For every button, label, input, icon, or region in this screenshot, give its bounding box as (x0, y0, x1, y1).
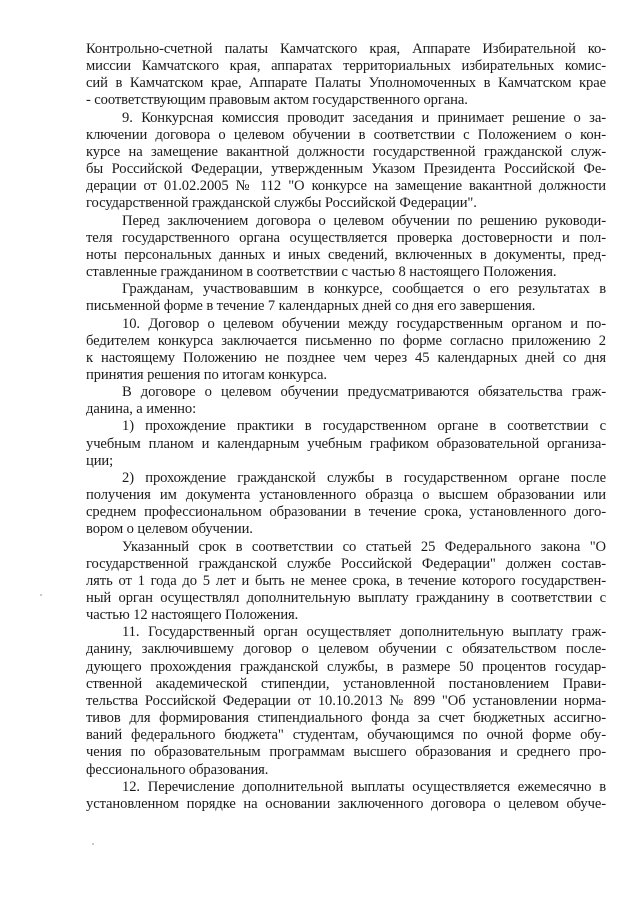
text-line: государственной гражданской службе Российской Федерации" должен состав- (86, 555, 606, 572)
paragraph-term (86, 539, 606, 625)
text-line: 1) прохождение практики в государственном органе в соответствии с (122, 418, 606, 435)
text-line: бы Российской Федерации, утвержденным Указом Президента Российской Фе- (86, 161, 606, 178)
text-line: Контрольно-счетной палаты Камчатского края, Аппарате Избирательной ко- (86, 41, 606, 57)
document-page (86, 41, 606, 813)
text-line: ции; (86, 452, 114, 469)
paragraph-item-11 (86, 624, 606, 778)
text-line: получения им документа установленного образца о высшем образовании или (86, 487, 606, 504)
text-line: В договоре о целевом обучении предусматриваются обязательства граж- (122, 384, 606, 401)
paragraph-item-10 (86, 316, 606, 385)
text-line: вором о целевом обучении. (86, 521, 253, 538)
list-item-2 (86, 470, 606, 539)
text-line: 12. Перечисление дополнительной выплаты осуществляется ежемесячно в (122, 778, 606, 795)
text-line: Перед заключением договора о целевом обучении по решению руководи- (122, 212, 606, 229)
text-line: 9. Конкурсная комиссия проводит заседания и принимает решение о за- (122, 109, 606, 126)
text-line: учебным планом и календарным учебным графиком образовательной организа- (86, 435, 606, 452)
text-line: лять от 1 года до 5 лет и быть не менее срока, в течение которого государствен- (86, 572, 606, 589)
text-line: данину, заключившему договор о целевом обучении с обязательством после- (86, 641, 606, 658)
text-line: тивов для формирования стипендиального фонда за счет бюджетных ассигно- (86, 710, 606, 727)
scan-speck (40, 594, 42, 596)
list-item-1 (86, 418, 606, 469)
paragraph-item-12 (86, 779, 606, 813)
text-line: теля государственного органа осуществляется проверка достоверности и пол- (86, 229, 606, 246)
text-line: государственной гражданской службы Российской Федерации". (86, 195, 477, 212)
text-line: среднем профессиональном образовании в течение срока, установленного дого- (86, 504, 606, 521)
text-line: ственной академической стипендии, установленной постановлением Прави- (86, 675, 606, 692)
text-line: ключении договора о целевом обучении в соответствии с Положением о кон- (86, 126, 606, 143)
text-line: фессионального образования. (86, 761, 269, 778)
text-line: дующего прохождения гражданской службы, в размере 50 процентов государ- (86, 658, 606, 675)
paragraph-results-notice (86, 281, 606, 315)
text-line: - соответствующим правовым актом государственного органа. (86, 92, 468, 109)
text-line: ваний федерального бюджета" студентам, обучающимся по очной форме обу- (86, 727, 606, 744)
text-line: тельства Российской Федерации от 10.10.2013 № 899 "Об установлении норма- (86, 692, 606, 709)
text-line: бедителем конкурса заключается письменно по форме согласно приложению 2 (86, 332, 606, 349)
text-line: дерации от 01.02.2005 № 112 "О конкурсе на замещение вакантной должности (86, 178, 606, 195)
text-line: Указанный срок в соответствии со статьей 25 Федерального закона "О (122, 538, 606, 555)
text-line: данина, а именно: (86, 401, 197, 418)
paragraph-verification (86, 213, 606, 282)
text-line: сий в Камчатском крае, Аппарате Палаты Уполномоченных в Камчатском крае (86, 75, 606, 92)
text-line: 11. Государственный орган осуществляет дополнительную выплату граж- (122, 624, 606, 641)
text-line: ставленные гражданином в соответствии с частью 8 настоящего Положения. (86, 264, 557, 281)
text-line: Гражданам, участвовавшим в конкурсе, сообщается о его результатах в (122, 281, 606, 298)
text-line: частью 12 настоящего Положения. (86, 607, 299, 624)
scan-speck (92, 843, 94, 845)
text-line: ноты персональных данных и иных сведений, включенных в документы, пред- (86, 246, 606, 263)
text-line: принятия решения по итогам конкурса. (86, 366, 327, 383)
text-line: 10. Договор о целевом обучении между государственным органом и по- (122, 315, 606, 332)
paragraph-continuation (86, 41, 606, 110)
text-line: 2) прохождение гражданской службы в государственном органе после (122, 469, 606, 486)
text-line: установленном порядке на основании заключенного договора о целевом обуче- (86, 795, 606, 812)
text-line: чения по образовательным программам высшего образования и среднего про- (86, 744, 606, 761)
text-line: к настоящему Положению не позднее чем через 45 календарных дней со дня (86, 349, 606, 366)
paragraph-obligations-intro (86, 384, 606, 418)
text-line: курсе на замещение вакантной должности государственной гражданской служ- (86, 143, 606, 160)
text-line: письменной форме в течение 7 календарных дней со дня его завершения. (86, 298, 536, 315)
paragraph-item-9 (86, 110, 606, 213)
text-line: миссии Камчатского края, аппаратах территориальных избирательных комис- (86, 58, 606, 75)
text-line: ный орган осуществлял дополнительную выплату гражданину в соответствии с (86, 590, 606, 606)
